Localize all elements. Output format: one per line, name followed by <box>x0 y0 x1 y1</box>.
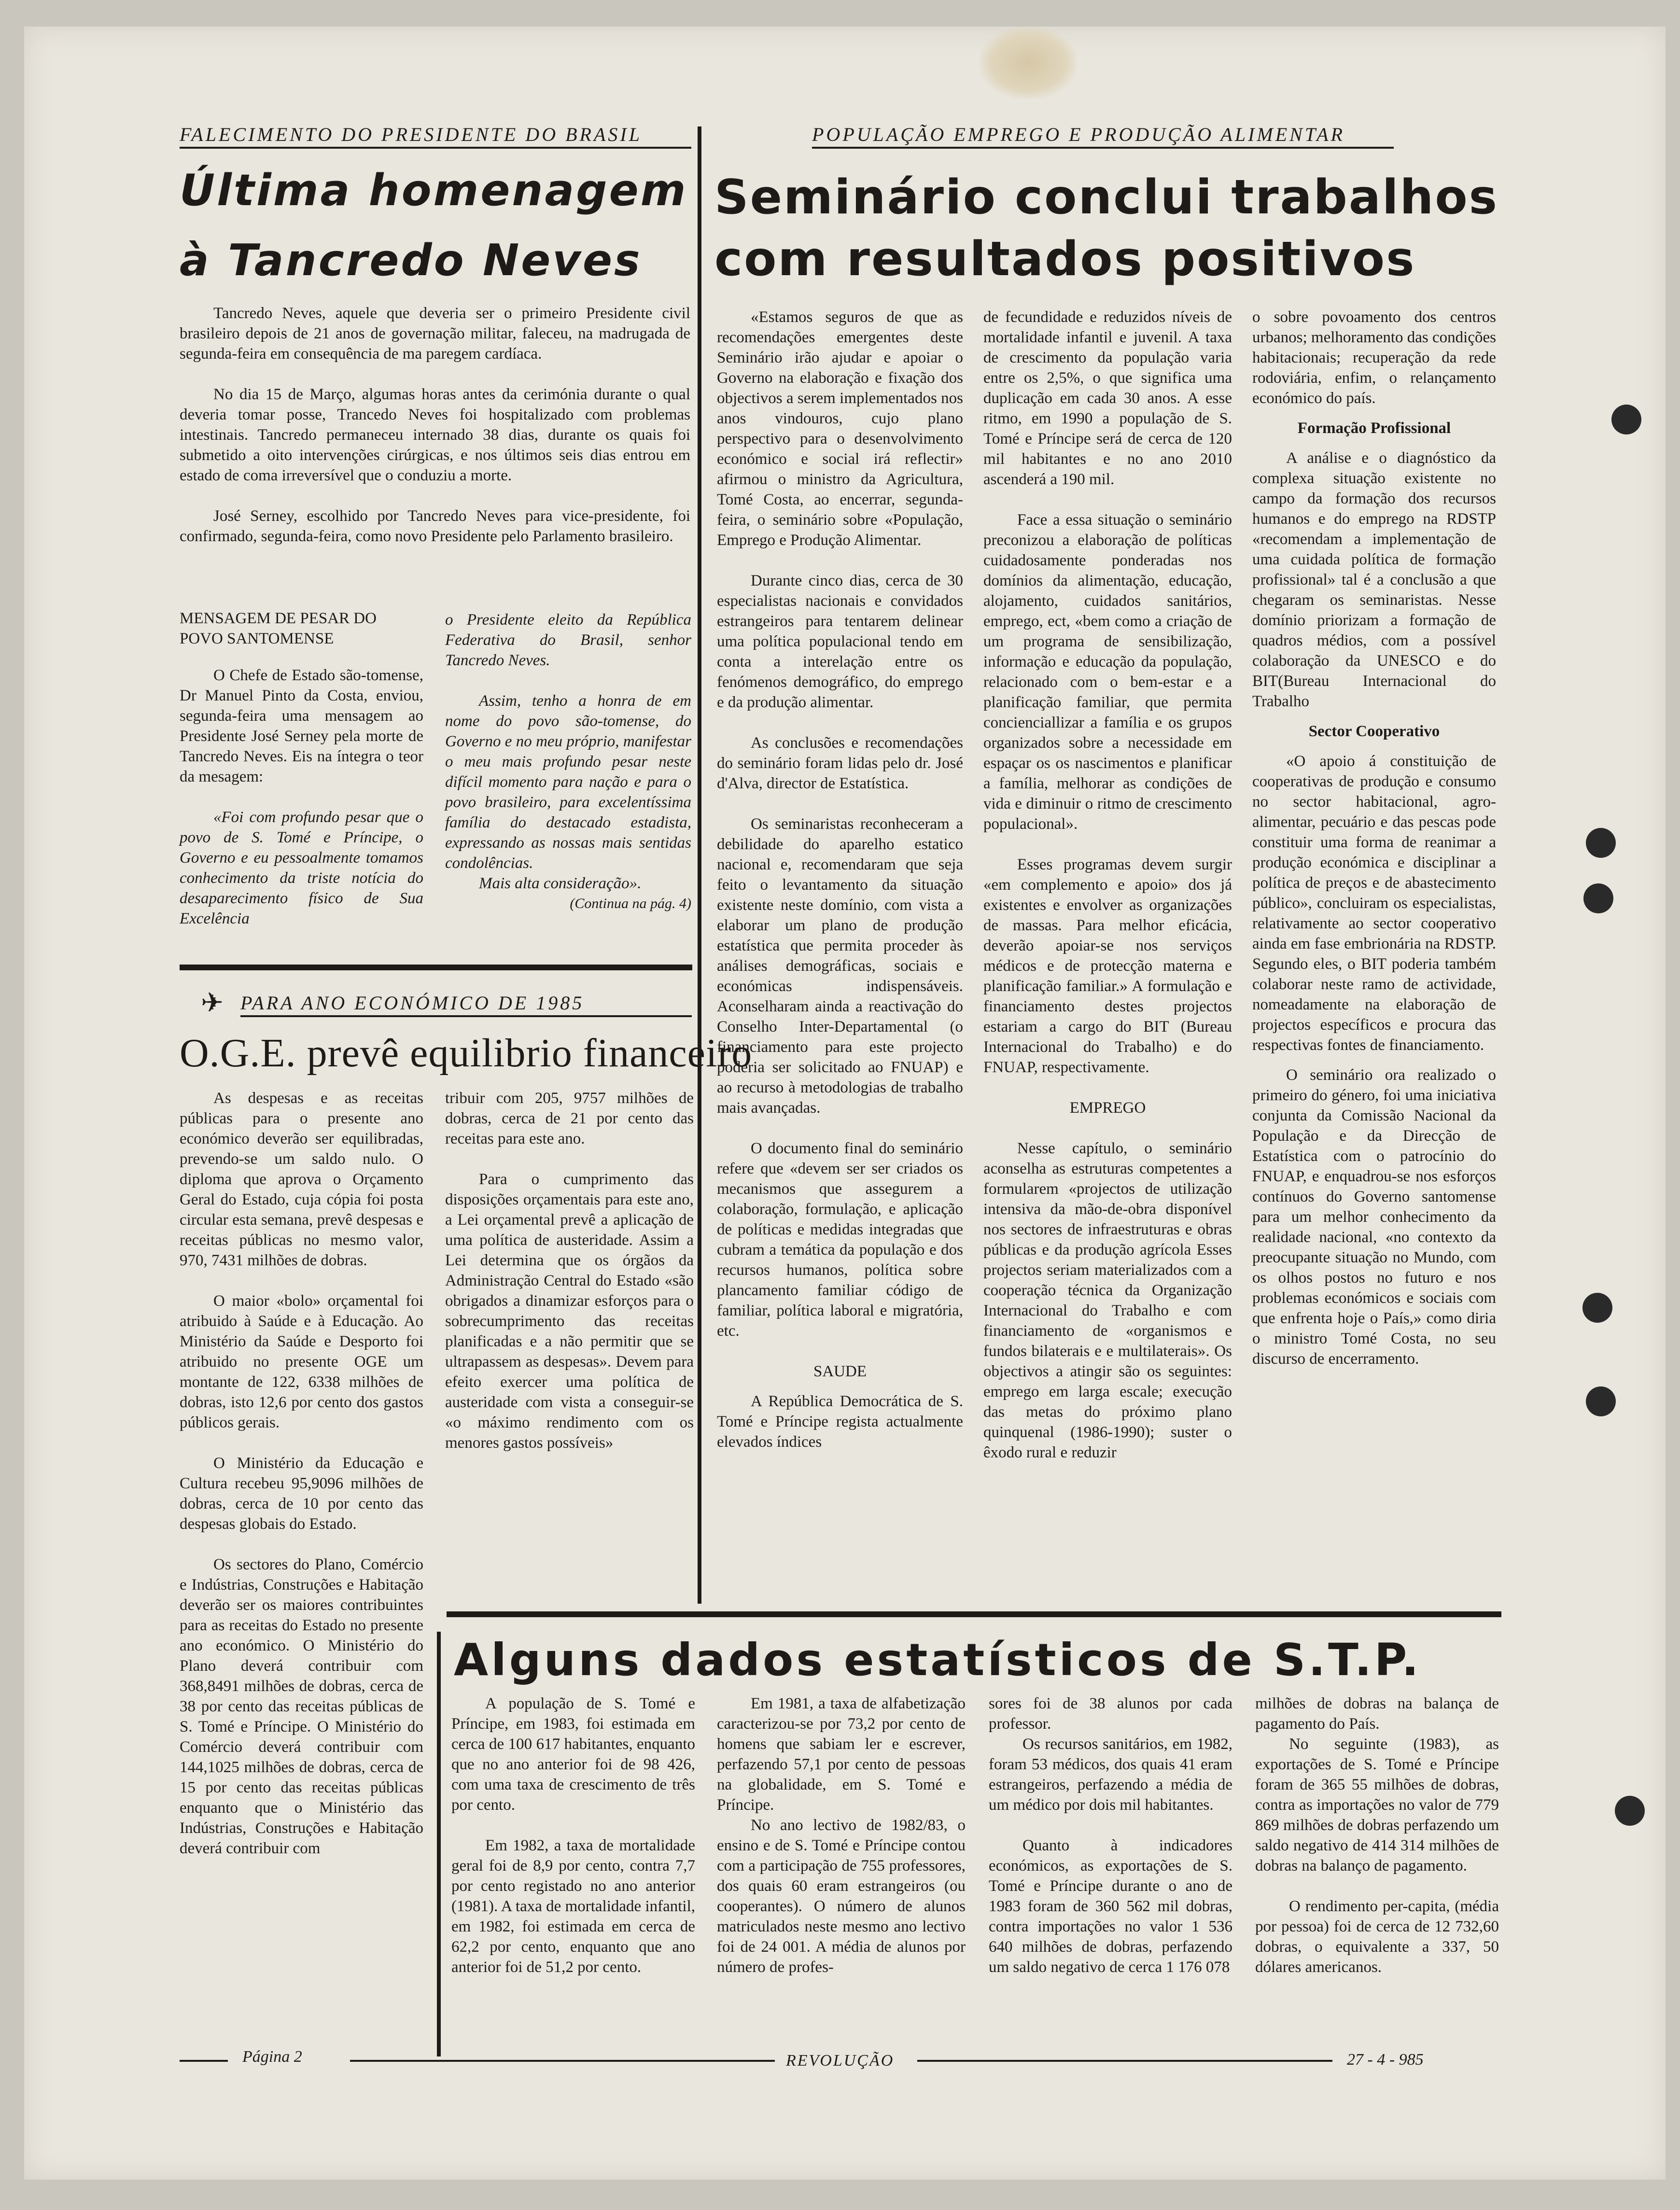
paragraph: José Serney, escolhido por Tancredo Neves para vice-presidente, foi confirmado, segunda-feira, como novo Presidente pelo Parlamento brasileiro. <box>180 507 690 545</box>
binder-hole <box>1583 883 1613 913</box>
article1-subhead: MENSAGEM DE PESAR DO POVO SANTOMENSE <box>180 610 377 647</box>
paragraph: Os sectores do Plano, Comércio e Indústrias, Construções e Habitação deverão ser os maiores contribuintes para as receitas do Estado no presente ano económico. O Ministério do Plano deverá contribuir com 368,8491 milhões de dobras, cerca de 38 por cento das receitas públicas de S. Tomé e Príncipe. O Ministério do Comércio deverá contribuir com 144,1025 milhões de dobras, cerca de 15 por cento das receitas públicas enquanto que o Ministério das Indústrias, Construções e Habitação deverá contribuir com <box>180 1556 423 1857</box>
binder-hole <box>1611 405 1641 434</box>
continue-note[interactable]: (Continua na pág. 4) <box>570 895 691 911</box>
section-rule <box>447 1611 1501 1617</box>
quote-closing: Mais alta consideração». <box>479 875 642 892</box>
paragraph: «Estamos seguros de que as recomendações emergentes deste Seminário irão ajudar e apoiar o Governo na elaboração e fixação dos objectivos a serem implementados nos anos vindouros, cujo plano perspectivo para o desenvolvimento económico e social irá reflectir» afirmou o ministro da Agricultura, Tomé Costa, ao encerrar, segunda-feira, o seminário sobre «População, Emprego e Produção Alimentar. <box>717 308 963 549</box>
article2-headline: O.G.E. prevê equilibrio financeiro <box>180 1031 753 1076</box>
paragraph: Os seminaristas reconheceram a debilidade do aparelho estatico nacional e, recomendaram que seja feito o levantamento da situação existente neste domínio, com vista a elaborar um plano de produção estatística que permita proceder às análises demográficas, sociais e económicas indispensáveis. Aconselharam ainda a reactivação do Conselho Inter-Departamental (o financiamento para este projecto poderia ser solicitado ao FNUAP) e ao recurso à metodologias de trabalho mais avançadas. <box>717 815 963 1117</box>
paragraph: Durante cinco dias, cerca de 30 especialistas nacionais e convidados estrangeiros para tentarem delinear uma política populacional tendo em conta a interelação entre os fenómenos demográfico, do emprego e da produção alimentar. <box>717 572 963 711</box>
paragraph: No dia 15 de Março, algumas horas antes da cerimónia durante o qual deveria tomar posse, Trancedo Neves foi hospitalizado com problemas intestinais. Tancredo permaneceu internado 38 dias, durante os quais foi submetido a oito intervenções cirúrgicas, e nos últimos seis dias entrou em estado de coma irreversível que o conduziu a morte. <box>180 386 690 484</box>
paper-stain <box>980 27 1077 99</box>
kicker-rule <box>812 147 1394 149</box>
footer-newspaper-name: REVOLUÇÃO <box>786 2052 895 2070</box>
quote-paragraph: Assim, tenho a honra de em nome do povo são-tomense, do Governo e no meu próprio, manifestar o meu mais profundo pesar neste difícil momento para nação e para o povo brasileiro, para excelentíssima família do destacado estadista, expressando as nossas mais sentidas condolências. <box>445 692 691 872</box>
article4-col3 <box>989 1693 1232 1977</box>
article3-col3 <box>1252 307 1496 1369</box>
paragraph: Quanto à indicadores económicos, as exportações de S. Tomé e Príncipe durante o ano de 1983 foram de 360 562 mil dobras, contra importações no valor 1 536 640 milhões de dobras, perfazendo um saldo negativo de cerca 1 176 078 <box>989 1837 1232 1976</box>
kicker-rule <box>240 1015 692 1017</box>
article3-col2 <box>983 307 1232 1463</box>
paragraph: O Chefe de Estado são-tomense, Dr Manuel Pinto da Costa, enviou, segunda-feira uma mensagem ao Presidente José Serney pela morte de Tancredo Neves. Eis na íntegra o teor da mesagem: <box>180 667 423 785</box>
footer-rule <box>350 2060 775 2062</box>
article1-body <box>180 303 690 567</box>
arrow-icon: ✈ <box>201 988 224 1018</box>
paragraph: Nesse capítulo, o seminário aconselha as estruturas competentes a formularem «projectos de utilização intensiva da mão-de-obra disponível nos sectores de infraestruturas e obras públicas e da produção agrícola Esses projectos seriam materializados com a cooperação técnica da Organização Internacional do Trabalho e com financiamento de «organismos e fundos bilaterais e e multilaterais». Os objectivos a atingir são os seguintes: emprego em larga escale; execução das metas do próximo plano quinquenal (1986-1990); suster o êxodo rural e reduzir <box>983 1140 1232 1461</box>
footer-page-number: Página 2 <box>242 2048 302 2066</box>
binder-hole <box>1615 1796 1645 1826</box>
paragraph: Esses programas devem surgir «em complemento e apoio» dos já existentes e envolver as organizações de massas. Para melhor eficácia, deverão apoiar-se nos serviços médicos e de protecção materna e planificação familiar.» A formulação e financiamento destes projectos estariam a cargo do BIT (Bureau Internacional do Trabalho) e do FNUAP, respectivamente. <box>983 856 1232 1076</box>
paragraph: As despesas e as receitas públicas para o presente ano económico deverão ser equilibradas, prevendo-se um saldo nulo. O diploma que aprova o Orçamento Geral do Estado, cuja cópia foi posta circular esta semana, prevê despesas e receitas públicas no mesmo valor, 970, 7431 milhões de dobras. <box>180 1090 423 1269</box>
paragraph: de fecundidade e reduzidos níveis de mortalidade infantil e juvenil. A taxa de crescimento da população varia entre os 2,5%, o que significa uma duplicação em cada 30 anos. A esse ritmo, em 1990 a população de S. Tomé e Príncipe será de cerca de 120 mil habitantes e no ano 2010 ascenderá a 190 mil. <box>983 308 1232 488</box>
article2-col2 <box>445 1088 694 1473</box>
article4-col1 <box>451 1693 695 1977</box>
kicker-rule <box>180 147 691 149</box>
footer-date: 27 - 4 - 985 <box>1347 2051 1424 2069</box>
subhead-emprego: EMPREGO <box>1069 1099 1146 1117</box>
article3-headline <box>714 167 1498 290</box>
paragraph: Para o cumprimento das disposições orçamentais para este ano, a Lei orçamental prevê a aplicação de uma política de austeridade. Assim a Lei determina que os órgãos da Administração Central do Estado «são obrigados a dinamizar esforços para o sobrecumprimento das receitas planificadas e a não permitir que se ultrapassem as despesas». Devem para efeito exercer uma política de austeridade com vista a conseguir-se «o máximo rendimento com os menores gastos possíveis» <box>445 1171 694 1452</box>
subhead-formacao: Formação Profissional <box>1297 420 1451 437</box>
subhead-cooperativo: Sector Cooperativo <box>1308 723 1440 740</box>
article1-headline-line2: à Tancredo Neves <box>180 235 642 286</box>
column-separator <box>437 1632 441 2056</box>
article3-headline-line2: com resultados positivos <box>714 232 1416 287</box>
paragraph: Face a essa situação o seminário preconizou a elaboração de políticas cuidadosamente ponderadas nos domínios da alimentação, educação, alojamento, cuidados sanitários, emprego, ect, «bem como a criação de um programa de sensibilização, informação e educação da população, relacionado com o bem-estar e a planificação familiar, que permita concienciallizar a família e os grupos organizados sobre a necessidade em espaçar os os nascimentos e planificar a família, melhorar as condições de vida e diminuir o ritmo de crescimento populacional». <box>983 511 1232 833</box>
paragraph: Em 1982, a taxa de mortalidade geral foi de 8,9 por cento, contra 7,7 por cento registado no ano anterior (1981). A taxa de mortalidade infantil, em 1982, foi estimada em cerca de 62,2 por cento, enquanto que ano anterior foi de 51,2 por cento. <box>451 1837 695 1976</box>
column-separator <box>698 126 701 1604</box>
article4-col4 <box>1255 1693 1499 1977</box>
paragraph: O seminário ora realizado o primeiro do género, foi uma iniciativa conjunta da Comissão Nacional da População e da Direcção de Estatística com o patrocínio do FNUAP, e enquadrou-se nos esforços contínuos do Governo santomense para um melhor conhecimento da realidade nacional, «no contexto da preocupante situação no Mundo, com os olhos postos no futuro e nos problemas económicos e sociais com que enfrenta hoje o País,» como diria o ministro Tomé Costa, no seu discurso de encerramento. <box>1252 1066 1496 1368</box>
subhead-saude: SAUDE <box>813 1363 867 1380</box>
article1-message-col2 <box>445 610 691 914</box>
paragraph: o sobre povoamento dos centros urbanos; melhoramento das condições habitacionais; recuperação da rede rodoviária, enfim, o relançamento económico do país. <box>1252 308 1496 407</box>
paragraph: A República Democrática de S. Tomé e Príncipe regista actualmente elevados índices <box>717 1393 963 1451</box>
article4-col2 <box>717 1693 966 1977</box>
kicker-falecimento: FALECIMENTO DO PRESIDENTE DO BRASIL <box>180 124 642 145</box>
paragraph: No seguinte (1983), as exportações de S. Tomé e Príncipe foram de 365 55 milhões de dobras, contra as importações no valor de 779 869 milhões de dobras perfazendo um saldo negativo de 414 314 milhões de dobras na balanço de pagamento. <box>1255 1735 1499 1874</box>
binder-hole <box>1582 1293 1612 1323</box>
quote-paragraph: o Presidente eleito da República Federativa do Brasil, senhor Tancredo Neves. <box>445 611 691 669</box>
article4-headline: Alguns dados estatísticos de S.T.P. <box>454 1634 1422 1686</box>
article3-headline-line1: Seminário conclui trabalhos <box>714 170 1498 225</box>
article2-col1 <box>180 1088 423 1879</box>
article1-message-col1 <box>180 665 423 949</box>
paragraph: O documento final do seminário refere que «devem ser ser criados os mecanismos que assegurem a colaboração, formulação, e aplicação de políticas e medidas integradas que cubram a temática da população e dos recursos humanos, política sobre plancamento familiar código de familiar, política laboral e migratória, etc. <box>717 1140 963 1340</box>
paragraph: Em 1981, a taxa de alfabetização caracterizou-se por 73,2 por cento de homens que sabiam ler e escrever, perfazendo 57,1 por cento de pessoas na globalidade, em S. Tomé e Príncipe. <box>717 1695 966 1814</box>
paragraph: tribuir com 205, 9757 milhões de dobras, cerca de 21 por cento das receitas para este ano. <box>445 1090 694 1147</box>
article3-col1 <box>717 307 963 1452</box>
paragraph: A população de S. Tomé e Príncipe, em 1983, foi estimada em cerca de 100 617 habitantes, enquanto que no ano anterior foi de 98 426, com uma taxa de crescimento de três por cento. <box>451 1695 695 1814</box>
paragraph: O Ministério da Educação e Cultura recebeu 95,9096 milhões de dobras, cerca de 10 por cento das despesas globais do Estado. <box>180 1455 423 1533</box>
footer-rule <box>917 2060 1332 2062</box>
paragraph: milhões de dobras na balança de pagamento do País. <box>1255 1695 1499 1733</box>
paragraph: No ano lectivo de 1982/83, o ensino e de S. Tomé e Príncipe contou com a participação de 755 professores, dos quais 60 eram estrangeiros (ou cooperantes). O número de alunos matriculados neste mesmo ano lectivo foi de 24 001. A média de alunos por número de profes- <box>717 1817 966 1976</box>
binder-hole <box>1586 828 1616 858</box>
paragraph: Os recursos sanitários, em 1982, foram 53 médicos, dos quais 41 eram estrangeiros, perfazendo a média de um médico por dois mil habitantes. <box>989 1735 1232 1814</box>
quote-paragraph: «Foi com profundo pesar que o povo de S. Tomé e Príncipe, o Governo e eu pessoalmente tomamos conhecimento da triste notícia do desaparecimento físico de Sua Excelência <box>180 809 423 927</box>
kicker-populacao: POPULAÇÃO EMPREGO E PRODUÇÃO ALIMENTAR <box>812 124 1345 145</box>
paragraph: Tancredo Neves, aquele que deveria ser o primeiro Presidente civil brasileiro depois de 21 anos de governação militar, faleceu, na madrugada de segunda-feira em consequência de ma paregem cardíaca. <box>180 305 690 363</box>
paragraph: O maior «bolo» orçamental foi atribuido à Saúde e à Educação. Ao Ministério da Saúde e Desporto foi atribuido no presente OGE um montante de 122, 6338 milhões de dobras, isto 12,6 por cento dos gastos públicos gerais. <box>180 1292 423 1431</box>
footer-rule <box>180 2060 228 2062</box>
section-rule <box>180 965 692 970</box>
paragraph: sores foi de 38 alunos por cada professor. <box>989 1695 1232 1733</box>
paragraph: O rendimento per-capita, (média por pessoa) foi de cerca de 12 732,60 dobras, o equivalente a 337, 50 dólares americanos. <box>1255 1898 1499 1976</box>
paragraph: As conclusões e recomendações do seminário foram lidas pelo dr. José d'Alva, director de Estatística. <box>717 734 963 792</box>
paragraph: «O apoio á constituição de cooperativas de produção e consumo no sector habitacional, agro-alimentar, pecuário e das pescas pode constituir uma forma de reanimar a produção económica e disciplinar a política de preços e de abastecimento público», concluiram os especialistas, relativamente ao sector cooperativo ainda em fase embrionária na RDSTP. Segundo eles, o BIT poderia também colaborar neste ramo de actividade, nomeadamente na elaboração de projectos específicos e procura das respectivas fontes de financiamento. <box>1252 753 1496 1054</box>
kicker-oge: PARA ANO ECONÓMICO DE 1985 <box>240 992 585 1014</box>
article1-headline-line1: Última homenagem <box>180 165 688 216</box>
binder-hole <box>1586 1386 1616 1416</box>
paragraph: A análise e o diagnóstico da complexa situação existente no campo da formação dos recursos humanos e do emprego na RDSTP «recomendam a implementação de uma cuidada política de formação profissional» tal é a conclusão a que chegaram os seminaristas. Nesse domínio priorizam a formação de quadros médios, com a possível colaboração da UNESCO e do BIT(Bureau Internacional do Trabalho <box>1252 449 1496 710</box>
